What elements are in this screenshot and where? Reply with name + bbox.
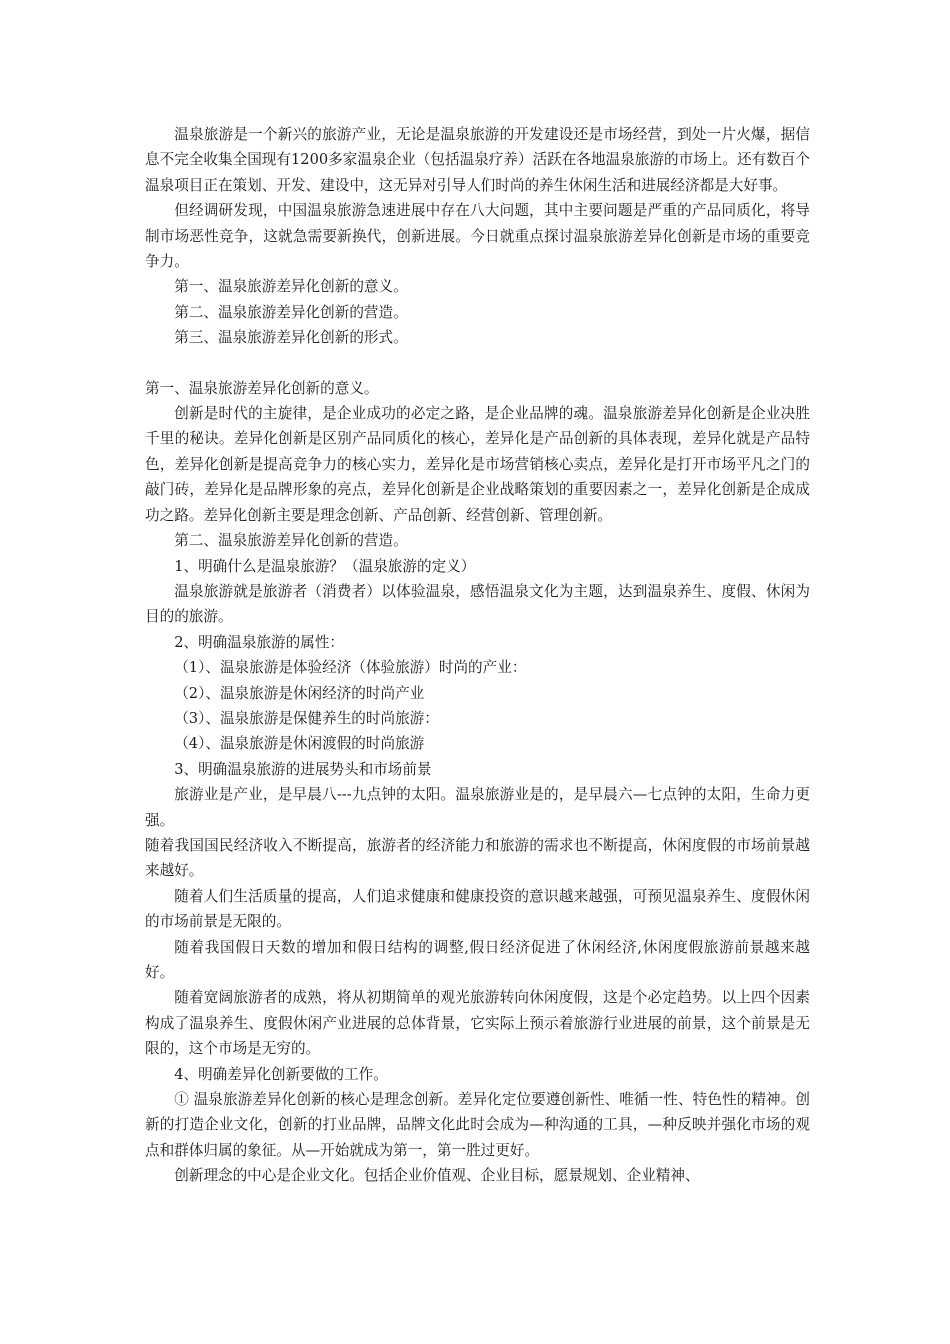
paragraph: 温泉旅游是一个新兴的旅游产业，无论是温泉旅游的开发建设还是市场经营，到处一片火爆，据信息不完全收集全国现有1200多家温泉企业（包括温泉疗养）活跃在各地温泉旅游的市场上。还有数百个温泉项目正在策划、开发、建设中，这无异对引导人们时尚的养生休闲生活和进展经济都是大好事。	[145, 126, 810, 194]
paragraph: 2、明确温泉旅游的属性：	[174, 633, 345, 651]
paragraph: 第二、温泉旅游差异化创新的营造。	[174, 532, 408, 550]
paragraph: 第一、温泉旅游差异化创新的意义。	[145, 379, 379, 397]
paragraph: （2）、温泉旅游是休闲经济的时尚产业	[174, 684, 425, 702]
blank-line	[145, 351, 810, 376]
paragraph: 随着宽阔旅游者的成熟，将从初期简单的观光旅游转向休闲度假，这是个必定趋势。以上四个因素构成了温泉养生、度假休闲产业进展的总体背景，它实际上预示着旅游行业进展的前景，这个前景是无限的，这个市场是无穷的。	[145, 989, 810, 1058]
paragraph: （3）、温泉旅游是保健养生的时尚旅游：	[174, 709, 439, 727]
paragraph: 随着我国国民经济收入不断提高，旅游者的经济能力和旅游的需求也不断提高，休闲度假的市场前景越来越好。	[145, 836, 810, 880]
paragraph: 第三、温泉旅游差异化创新的形式。	[174, 329, 408, 347]
paragraph: 3、明确温泉旅游的进展势头和市场前景	[174, 760, 432, 778]
paragraph: 创新理念的中心是企业文化。包括企业价值观、企业目标，愿景规划、企业精神、	[174, 1167, 700, 1185]
paragraph: （1）、温泉旅游是体验经济（体验旅游）时尚的产业：	[174, 659, 527, 677]
paragraph: 温泉旅游就是旅游者（消费者）以体验温泉，感悟温泉文化为主题，达到温泉养生、度假、休闲为目的的旅游。	[145, 582, 810, 626]
paragraph: 随着我国假日天数的增加和假日结构的调整,假日经济促进了休闲经济,休闲度假旅游前景越来越好。	[145, 938, 810, 981]
paragraph: 4、明确差异化创新要做的工作。	[174, 1065, 388, 1083]
paragraph: 第一、温泉旅游差异化创新的意义。	[174, 278, 408, 296]
paragraph: 旅游业是产业，是早晨八---九点钟的太阳。温泉旅游业是的，是早晨六—七点钟的太阳，生命力更强。	[145, 786, 810, 829]
paragraph: 随着人们生活质量的提高，人们追求健康和健康投资的意识越来越强，可预见温泉养生、度假休闲的市场前景是无限的。	[145, 887, 810, 931]
paragraph: （4）、温泉旅游是休闲渡假的时尚旅游	[174, 735, 425, 753]
paragraph: 创新是时代的主旋律，是企业成功的必定之路，是企业品牌的魂。温泉旅游差异化创新是企业决胜千里的秘诀。差异化创新是区别产品同质化的核心，差异化是产品创新的具体表现，差异化就是产品特色，差异化创新是提高竞争力的核心实力，差异化是市场营销核心卖点，差异化是打开市场平凡之门的敲门砖，差异化是品牌形象的亮点，差异化创新是企业战略策划的重要因素之一，差异化创新是企成成功之路。差异化创新主要是理念创新、产品创新、经营创新、管理创新。	[145, 405, 810, 524]
paragraph: ① 温泉旅游差异化创新的核心是理念创新。差异化定位要遵创新性、唯循一性、特色性的精神。创新的打造企业文化，创新的打业品牌，品牌文化此时会成为—种沟通的工具，—种反映并强化市场的观点和群体归属的象征。从—开始就成为第一，第一胜过更好。	[145, 1091, 810, 1159]
paragraph: 1、明确什么是温泉旅游？（温泉旅游的定义）	[174, 557, 476, 575]
paragraph: 但经调研发现，中国温泉旅游急速进展中存在八大问题，其中主要问题是严重的产品同质化，将导制市场恶性竞争，这就急需要新换代，创新进展。今日就重点探讨温泉旅游差异化创新是市场的重要竞争力。	[145, 202, 810, 271]
document-page	[145, 122, 810, 1189]
paragraph: 第二、温泉旅游差异化创新的营造。	[174, 303, 408, 321]
